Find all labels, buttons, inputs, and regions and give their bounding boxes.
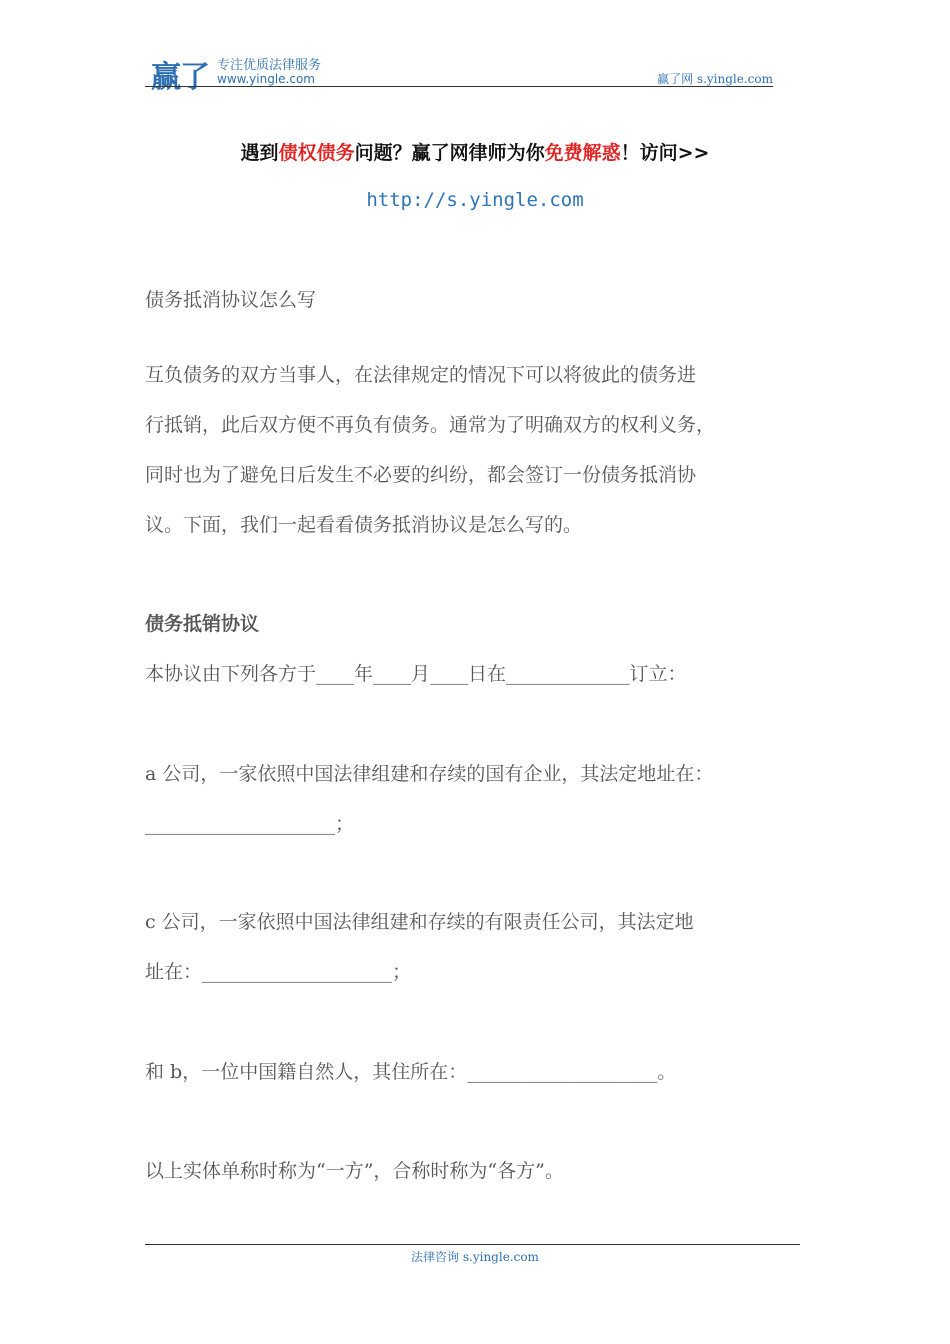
party-b-line: 和 b，一位中国籍自然人，其住所在：____________________。 xyxy=(145,1061,677,1083)
party-c-line: 址在：____________________； xyxy=(145,961,412,983)
definition-line: 以上实体单称时称为“一方”，合称时称为“各方”。 xyxy=(145,1160,564,1182)
party-a-line: a 公司，一家依照中国法律组建和存续的国有企业，其法定地址在： xyxy=(145,763,714,785)
page-header xyxy=(145,48,773,95)
intro-line: 行抵销，此后双方便不再负有债务。通常为了明确双方的权利义务， xyxy=(145,414,716,436)
clause-date: 本协议由下列各方于____年____月____日在_____________订立： xyxy=(145,663,687,685)
site-link[interactable]: 赢了网 s.yingle.com xyxy=(657,72,773,86)
promo-highlight-2: 免费解惑 xyxy=(544,142,621,164)
party-a-line: ____________________； xyxy=(145,813,355,835)
footer-divider xyxy=(145,1244,800,1245)
logo: 赢了 xyxy=(151,60,209,95)
footer-link[interactable]: 法律咨询 s.yingle.com xyxy=(411,1250,539,1264)
intro-line: 议。下面，我们一起看看债务抵消协议是怎么写的。 xyxy=(145,514,583,536)
agreement-title: 债务抵销协议 xyxy=(145,613,260,635)
promo-link[interactable]: http://s.yingle.com xyxy=(366,189,584,211)
party-c-line: c 公司，一家依照中国法律组建和存续的有限责任公司，其法定地 xyxy=(145,911,694,933)
promo-text-1: 遇到 xyxy=(240,142,279,164)
promo-banner xyxy=(0,138,950,165)
promo-highlight-1: 债权债务 xyxy=(278,142,355,164)
intro-line: 互负债务的双方当事人，在法律规定的情况下可以将彼此的债务进 xyxy=(145,364,697,386)
promo-text-2: 问题？赢了网律师为你 xyxy=(354,142,545,164)
intro-line: 同时也为了避免日后发生不必要的纠纷，都会签订一份债务抵消协 xyxy=(145,464,697,486)
article-title: 债务抵消协议怎么写 xyxy=(145,289,317,311)
promo-text-3: ！访问>> xyxy=(620,142,710,164)
header-divider xyxy=(145,86,773,87)
logo-url: www.yingle.com xyxy=(217,72,315,86)
logo-tagline: 专注优质法律服务 xyxy=(217,58,322,73)
